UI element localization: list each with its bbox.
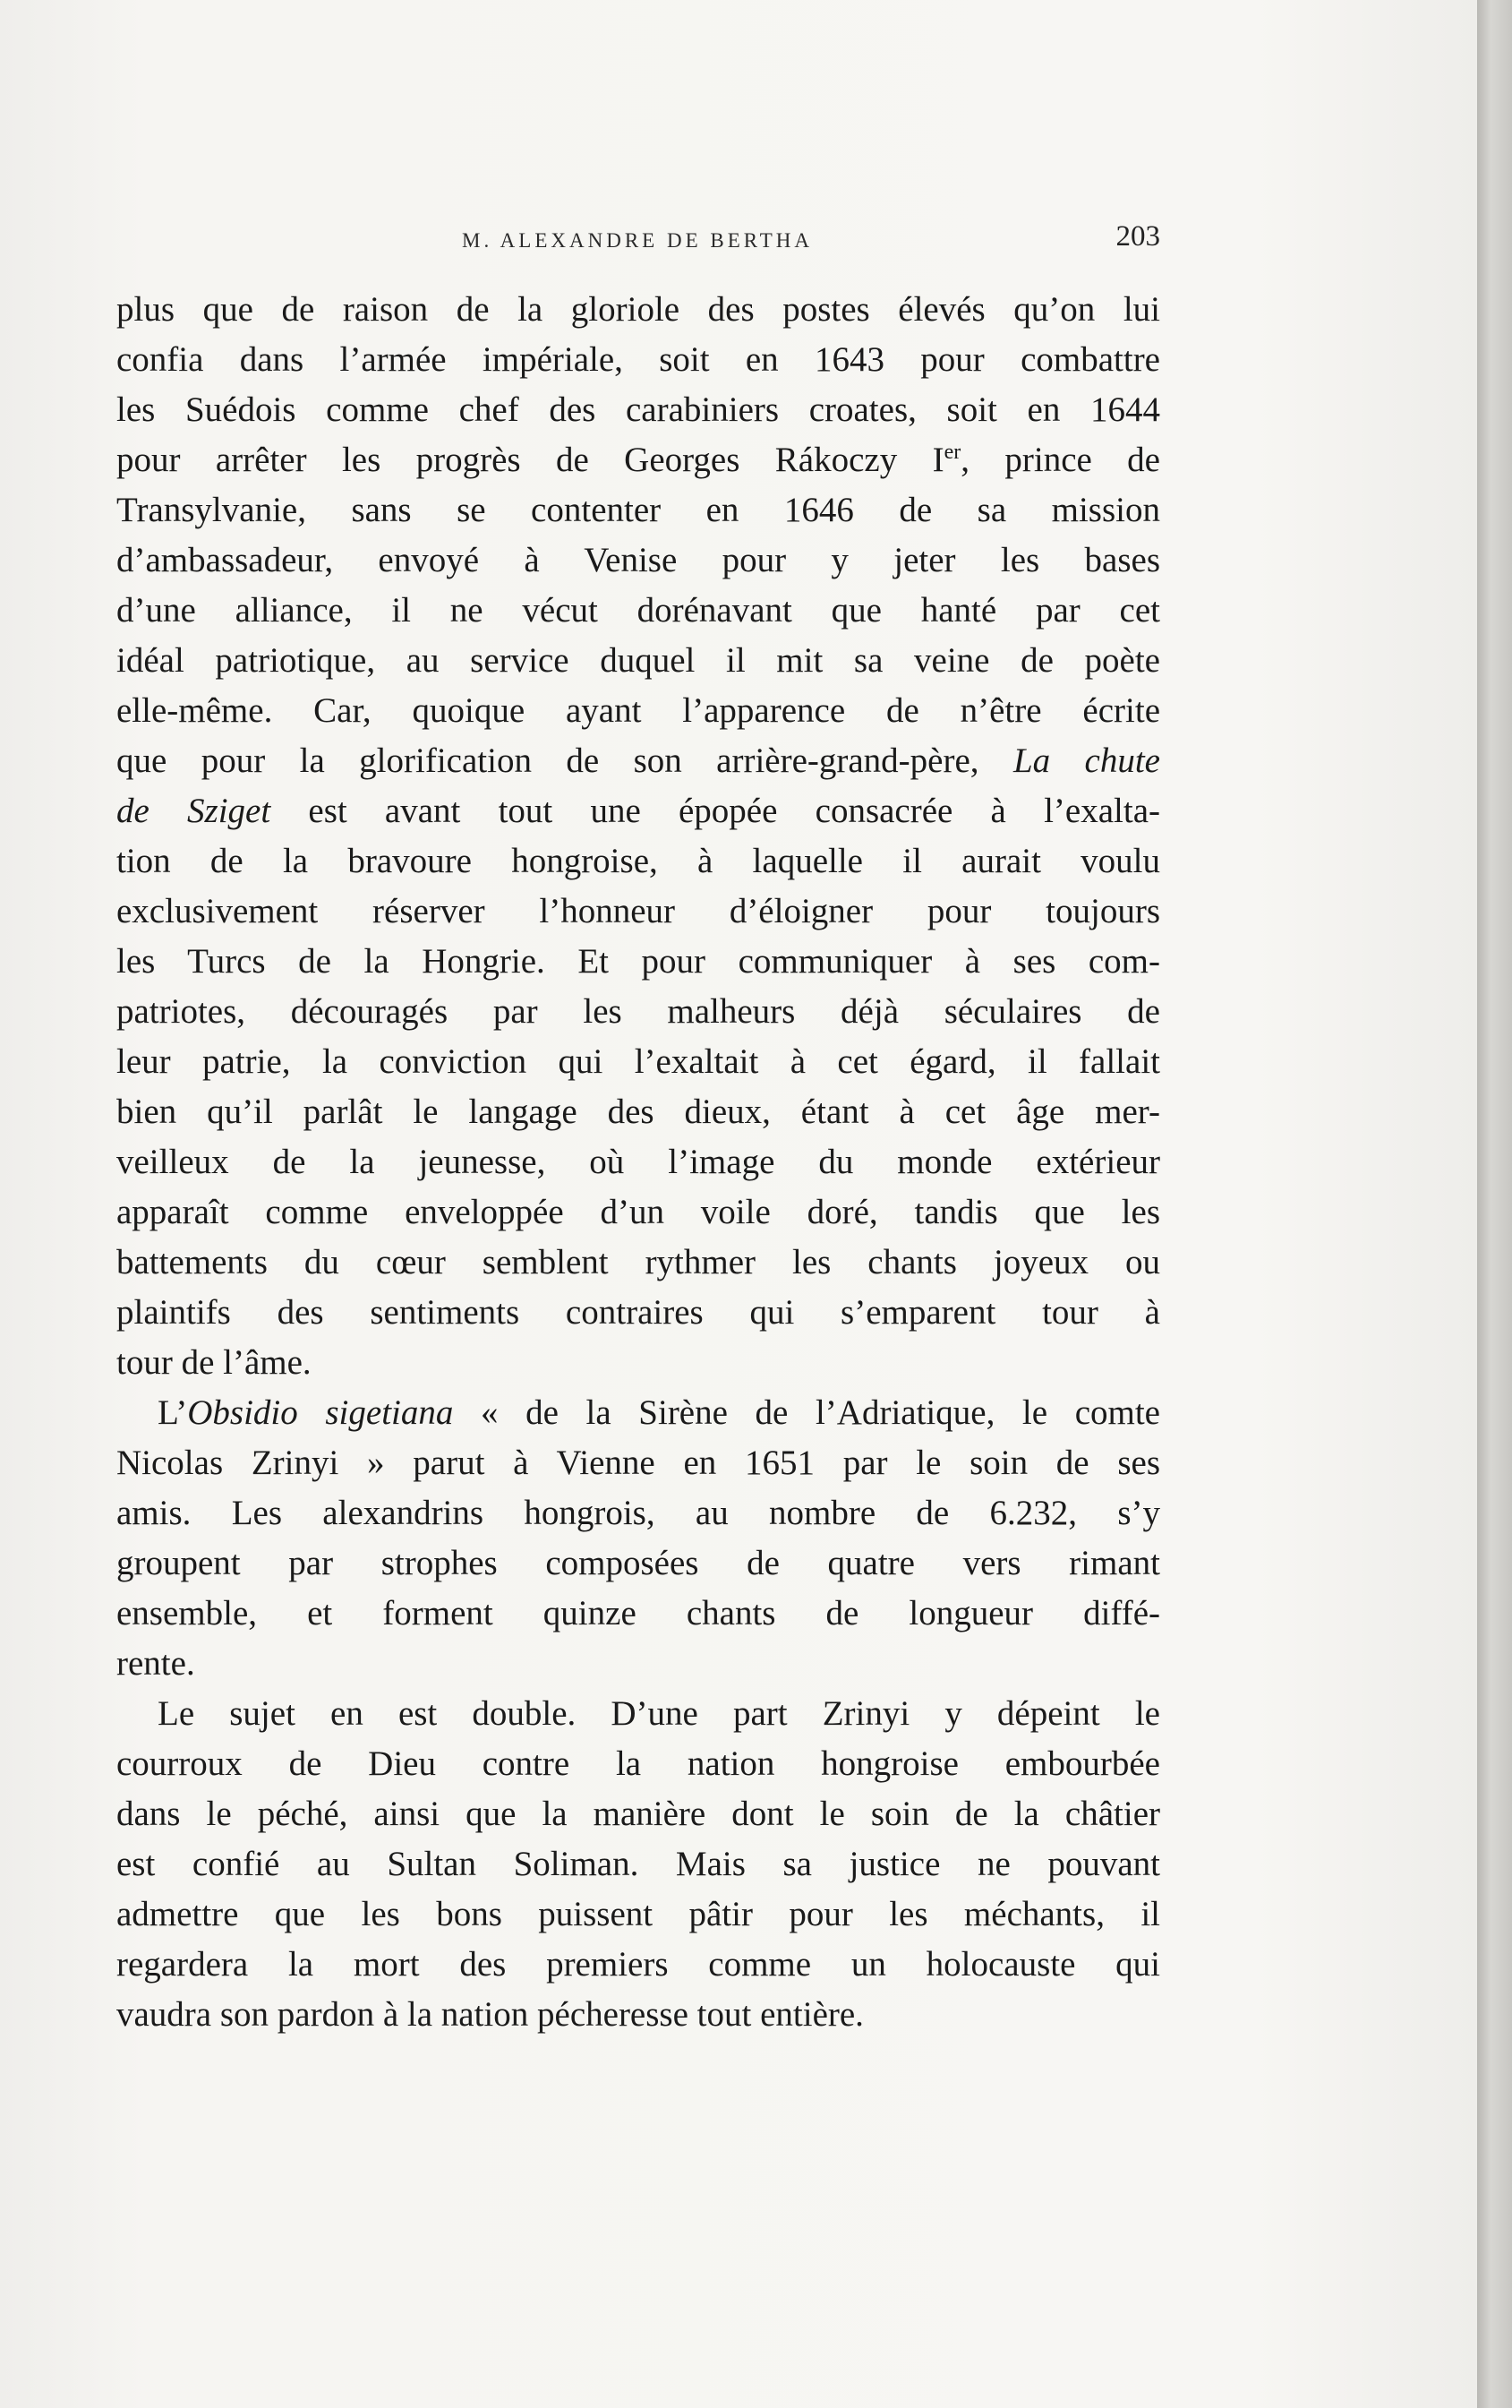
text-line: tion de la bravoure hongroise, à laquelle il aurait voulu	[116, 842, 1160, 880]
text-run: « de la Sirène de l’Adriatique, le comte	[453, 1393, 1160, 1432]
text-line: Le sujet en est double. D’une part Zrinyi y dépeint le	[158, 1694, 1160, 1733]
text-run: L’	[158, 1393, 188, 1432]
text-line: les Turcs de la Hongrie. Et pour communiquer à ses com-	[116, 942, 1160, 981]
text-line: plaintifs des sentiments contraires qui s’emparent tour à	[116, 1293, 1160, 1332]
body-text	[116, 285, 1160, 2040]
text-line: confia dans l’armée impériale, soit en 1643 pour combattre	[116, 340, 1160, 379]
text-run: est avant tout une épopée consacrée à l’exalta-	[270, 792, 1160, 830]
text-line: est confié au Sultan Soliman. Mais sa justice ne pouvant	[116, 1845, 1160, 1883]
page-edge-shadow	[1477, 0, 1512, 2408]
text-line: leur patrie, la conviction qui l’exaltait à cet égard, il fallait	[116, 1042, 1160, 1081]
text-line: patriotes, découragés par les malheurs déjà séculaires de	[116, 992, 1160, 1031]
page-number: 203	[1115, 220, 1160, 253]
text-run: que pour la glorification de son arrière-grand-père,	[116, 741, 1013, 780]
text-line: apparaît comme enveloppée d’un voile doré, tandis que les	[116, 1193, 1160, 1231]
text-line: d’ambassadeur, envoyé à Venise pour y jeter les bases	[116, 541, 1160, 579]
text-line: admettre que les bons puissent pâtir pour les méchants, il	[116, 1895, 1160, 1933]
text-line: rente.	[116, 1644, 195, 1683]
text-run: , prince de	[961, 441, 1160, 479]
text-line: veilleux de la jeunesse, où l’image du monde extérieur	[116, 1143, 1160, 1181]
text-line: courroux de Dieu contre la nation hongroise embourbée	[116, 1744, 1160, 1783]
text-line: Nicolas Zrinyi » parut à Vienne en 1651 par le soin de ses	[116, 1444, 1160, 1482]
text-line: d’une alliance, il ne vécut dorénavant que hanté par cet	[116, 591, 1160, 630]
text-line: Transylvanie, sans se contenter en 1646 de sa mission	[116, 491, 1160, 529]
text-line: idéal patriotique, au service duquel il mit sa veine de poète	[116, 641, 1160, 680]
text-line: amis. Les alexandrins hongrois, au nombre de 6.232, s’y	[116, 1494, 1160, 1532]
superscript: er	[944, 441, 961, 464]
text-line	[116, 786, 1160, 836]
text-line: les Suédois comme chef des carabiniers croates, soit en 1644	[116, 390, 1160, 429]
text-line: plus que de raison de la gloriole des postes élevés qu’on lui	[116, 290, 1160, 329]
text-line	[116, 736, 1160, 786]
text-line: ensemble, et forment quinze chants de longueur diffé-	[116, 1594, 1160, 1632]
text-line: groupent par strophes composées de quatre vers rimant	[116, 1544, 1160, 1582]
text-line: elle-même. Car, quoique ayant l’apparence de n’être écrite	[116, 691, 1160, 730]
italic-title: Obsidio sigetiana	[187, 1393, 454, 1432]
italic-title: de Sziget	[116, 792, 271, 830]
text-line: battements du cœur semblent rythmer les chants joyeux ou	[116, 1243, 1160, 1281]
text-run: pour arrêter les progrès de Georges Rákoczy I	[116, 441, 944, 479]
text-line	[116, 1388, 1160, 1438]
italic-title: La chute	[1012, 741, 1160, 780]
text-line: bien qu’il parlât le langage des dieux, étant à cet âge mer-	[116, 1093, 1160, 1131]
text-line: vaudra son pardon à la nation pécheresse tout entière.	[116, 1995, 864, 2034]
running-head: M. ALEXANDRE DE BERTHA	[462, 229, 813, 252]
text-line: tour de l’âme.	[116, 1343, 312, 1382]
text-line: dans le péché, ainsi que la manière dont le soin de la châtier	[116, 1795, 1160, 1833]
page-header	[116, 220, 1160, 260]
text-line: regardera la mort des premiers comme un holocauste qui	[116, 1945, 1160, 1984]
text-line: exclusivement réserver l’honneur d’éloigner pour toujours	[116, 892, 1160, 930]
text-line	[116, 435, 1160, 485]
